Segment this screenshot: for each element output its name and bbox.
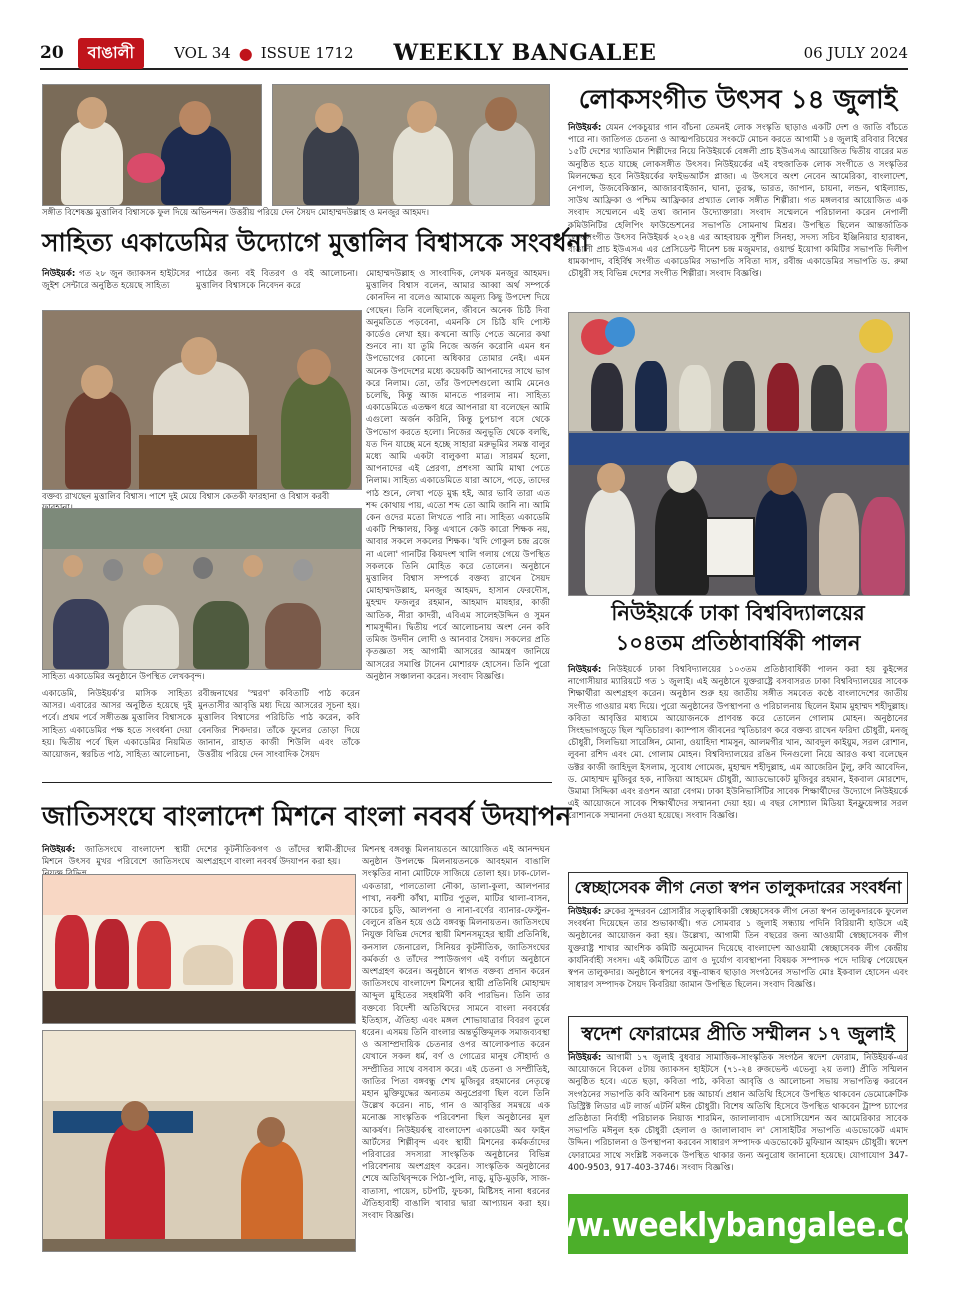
academy-headline: সাহিত্য একাডেমির উদ্যোগে মুত্তালিব বিশ্বাসকে সংবর্ধনা (42, 228, 589, 257)
folk-dateline: নিউইয়র্ক: (568, 123, 602, 133)
du-headline-line1: নিউইয়র্কে ঢাকা বিশ্ববিদ্যালয়ের (611, 601, 865, 625)
un-headline: জাতিসংঘে বাংলাদেশ মিশনে বাংলা নববর্ষ উদযাপন (42, 802, 572, 832)
folk-headline: লোকসংগীত উৎসব ১৪ জুলাই (578, 85, 898, 115)
un-col3: মিশনস্থ বঙ্গবন্ধু মিলনায়তনে আয়োজিত এই আনন্দঘন অনুষ্ঠান উপলক্ষে মিলনায়তনকে আবহমান বাঙালি সংস্কৃতির নানা মোটিফে সাজিয়ে তোলা হয়। ঢাক-ঢোল-একতারা, পালতোলা নৌকা, ডালা-কুলা, আলপনার পাখা, নকশী কাঁথা, মাটির পুতুল, মাটির থালা-বাসন, কাচের চুড়ি, আলপনা ও নানা-বর্ণের ব্যানার-ফেস্টুন-বেলুনে রঙিন হয়ে ওঠে বঙ্গবন্ধু মিলনায়তন। জাতিসংঘে নিযুক্ত বিভিন্ন দেশের স্থায়ী মিশনসমূহের স্থায়ী প্রতিনিধি, কনসাল জেনারেল, সিনিয়র কূটনীতিক, জাতিসংঘের কর্মকর্তা ও তাঁদের স্পাউজগণ এই বর্ণাঢ্য অনুষ্ঠানে অংশগ্রহণ করেন। অনুষ্ঠানে স্বাগত বক্তব্য প্রদান করেন জাতিসংঘে বাংলাদেশ মিশনের স্থায়ী প্রতিনিধি মোহাম্মদ আব্দুল মুহিতের সহধর্মিণী কবি পারভিন। তিনি তার বক্তব্যে বিদেশী অতিথিদের সামনে বাংলা নববর্ষের ইতিহাস, ঐতিহ্য এবং মঙ্গল শোভাযাত্রার বিবরণ তুলে ধরেন। এসময় তিনি বাংলার অন্তর্ভুক্তিমূলক সমাজব্যবস্থা ও অসাম্প্রদায়িক চেতনার ওপর আলোকপাত করেন যেখানে সকল ধর্ম, বর্ণ ও গোত্রের মানুষ সৌহার্দ্য ও সম্প্রীতির সাথে বসবাস করে। এই চেতনা ও সম্প্রীতিই, জাতির পিতা বঙ্গবন্ধু শেখ মুজিবুর রহমানের নেতৃত্বে মহান মুক্তিযুদ্ধের অন্যতম অনুপ্রেরণা ছিল বলে তিনি উল্লেখ করেন। নাচ, গান ও আবৃত্তির সমন্বয়ে এক মনোজ্ঞ সাংস্কৃতিক পরিবেশনা ছিল অনুষ্ঠানের মূল আকর্ষণ। নিউইয়র্কস্থ বাংলাদেশ একাডেমী অব ফাইন আর্টসের শিল্পীবৃন্দ এবং স্থায়ী মিশনের কর্মকর্তাদের পরিবারের সদস্যরা সাংস্কৃতিক অনুষ্ঠানের বিভিন্ন পরিবেশনায় অংশগ্রহণ করেন। সাংস্কৃতিক অনুষ্ঠানের শেষে অতিথিবৃন্দকে পিঠা-পুলি, নাড়ু, মুড়ি-মুড়কি, সাজ-বাতাসা, পায়েস, চটপটি, ফুচকা, মিষ্টিসহ নানা ধরনের ঐতিহ্যবাহী বাঙালি খাবার দ্বারা আপ্যায়ন করা হয়। সংবাদ বিজ্ঞপ্তি। (362, 845, 550, 1222)
issue-date: 06 JULY 2024 (803, 44, 908, 62)
folk-event-photo (568, 312, 910, 432)
newspaper-title: WEEKLY BANGALEE (393, 40, 657, 66)
top-photo-caption: সঙ্গীত বিশেষজ্ঞ মুত্তালিব বিশ্বাসকে ফুল দিয়ে অভিনন্দন। উত্তরীয় পরিয়ে দেন সৈয়দ মোহাম্মদউল্লাহ ও মনজুর আহমদ। (42, 208, 430, 218)
volunteer-dateline: নিউইয়র্ক: (568, 907, 602, 917)
folk-body-text: যেমন পেকচুয়ার গান বাঁচনা তেমনই লোক সংস্কৃতি ছাড়াও একটি দেশ ও জাতি বাঁচতে পারে না। জাতিগত চেতনা ও আত্মপরিচয়ের সংকটে মোচন করতে আগামী ১৪ জুলাই রবিবার বিশ্বের ১৫টি দেশের খ্যাতিমান শিল্পীদের নিয়ে নিউইয়র্কে বেঙ্গলী প্রাচ ইউএসএ আয়োজিত দ্বিতীয় বারের মত অনুষ্ঠিত হতে যাচ্ছে লোকসঙ্গীত উৎসব। নিউইয়র্কের এই বহুজাতিক লোক সংগীতে ও সংস্কৃতির মিলনক্ষেত্র হবে নিউইয়র্কের ফাইভআর্টস প্লাজা। এ উৎসবে অংশ নেবেন আমেরিকা, বাংলাদেশ, নেপাল, উজবেকিস্তান, আজারবাইজান, ঘানা, তুরস্ক, ভারত, জাপান, চায়না, লন্ডন, থাইল্যান্ড, সাউথ আফ্রিকা ও পশ্চিম আফ্রিকার প্রখ্যাত লোক সঙ্গীত শিল্পীরা। গত মঙ্গলবার আয়োজিত এক সংবাদ সম্মেলনে এই তথ্য জানান উদ্যোক্তারা। সংবাদ সম্মেলনে পরিচালনা করেন নেপালী কমিউনিটির হেলিপিং ফাউন্ডেশনের সভাপতি সোমনাথ মিশ্রর। উপস্থিত ছিলেন আন্তর্জাতিক লোকসংগীত উৎসব নিউইয়র্ক ২০২৪ এর আহবায়ক সুশীল সিনহা, সদস্য সচিব ইঞ্জিনিয়ার হারাধন, বাঙালী প্রাচ ইউএসএ এর প্রেসিডেন্ট দীনেশ চন্দ্র মজুমদার, ওয়ার্ল্ড ইয়োগা কমিটির সভাপতি দিলীপ ধামকাপাদ, বহির্বিশ্ব সংগীত একাডেমির সভাপতি সবিতা দাস, রবীন্দ্র একাডেমির সভাপতি ড. রুমা চৌধুরী সহ বিভিন্ন দেশের সংগীত শিল্পীরা। সংবাদ বিজ্ঞপ্তি। (568, 123, 908, 280)
academy-dateline: নিউইয়র্ক: (42, 269, 76, 279)
academy-col3: মোহাম্মদউল্লাহ ও সাংবাদিক, লেখক মনজুর আহমদ। মুত্তালিব বিশ্বাস বলেন, আমার আব্বা অর্থ সম্পর্কে কোনদিন না বলেও আমাকে অমূল্য কিছু উপদেশ দিয়ে গেছেন। তিনি বলেছিলেন, জীবনে অনেক চিঠি দিবা অনুমতিতে পড়বেনা, এমনকি সে চিঠি যদি পোস্ট কার্ডেও লেখা হয়। কখনো আড়ি পেতে অন্যের কথা শুনবে না। যা তুমি নিজে অর্জন করোনি এমন ধন উপভোগের কোনো অধিকার তোমার নেই। এমন অনেক উপদেশের মধ্যে কয়েকটি আপনাদের সাথে ভাগ করে নিলাম। তো, তাঁর উপদেশগুলো আমি মেনেও চলেছি, কিন্তু আজ মানতে পারলাম না। সাহিত্য একাডেমিতে এতক্ষণ ধরে আপনারা যা বলেছেন আমি এগুলো অর্জন করিনি, কিন্তু চুপচাপ বসে থেকে উপভোগ করতে হলো। নিজের অনুভূতি থেকে বলছি, যত দিন যাচ্ছে মনে হচ্ছে সাহারা মরুভূমির সমস্ত বালুর মধ্যে আমি একটা বালুকণা মাত্র। সারমর্ম হলো, আপনাদের এই প্রেরণা, প্রশংসা আমি মাথা পেতে নিলাম। সাহিত্য একাডেমিতে যারা আসে, পড়ে, তাদের পাঠ শুনে, লেখা পড়ে মুগ্ধ হই, আর ভাবি তারা এত শব্দ কোথায় পায়, এতো শব্দ তো আমি জানি না। আমি কেন ওদের মতো লিখতে পারি না। সাহিত্য একাডেমি একটি শিক্ষালয়, কিন্তু এখানে কেউ কারো শিক্ষক নয়, আবার সকলে সকলের শিক্ষক। 'যদি গোকুল চন্দ্র ব্রজে না এলো' গানটির কিয়দংশ খালি গলায় গেয়ে উপস্থিত সকলকে তিনি মোহিত করে তোলেন। অনুষ্ঠানে মুত্তালিব বিশ্বাস সম্পর্কে বক্তব্য রাখেন সৈয়দ মোহাম্মদউল্লাহ, মনজুর আহমদ, হাসান ফেরদৌস, মুহম্মদ ফজলুর রহমান, আহমাদ মাযহার, কাজী আতিক, নীরা কাদরী, এবিএম সালেহউদ্দিন ও সুমন শামসুদ্দীন। দ্বিতীয় পর্বে আলোচনায় অংশ নেন কবি তমিজ উদদীন লোদী ও আনবার সৈয়দ। সকলের প্রতি কৃতজ্ঞতা সহ আগামী আসরের আমন্ত্রণ জানিয়ে আসরের সমাপ্তি টানেন মোশারফ হোসেন। তিনি পুরো অনুষ্ঠান সঞ্চালনা করেন। সংবাদ বিজ্ঞপ্তি। (366, 269, 550, 682)
volume-label: VOL 34 (174, 44, 231, 62)
un-col1-text: জাতিসংঘে বাংলাদেশ স্থায়ী মিশনে উৎসব মুখর পরিবেশে জাতিসংঘে (42, 845, 191, 868)
academy-col1-text: গত ২৮ জুন জ্যাকসন হাইটসের জুইশ সেন্টারে অনুষ্ঠিত হয়েছে সাহিত্য (42, 269, 191, 292)
page-number: 20 (40, 43, 64, 63)
newspaper-logo: বাঙালী (78, 38, 144, 69)
award-photo-right (272, 84, 550, 206)
academy-lower-col2: রবীন্দ্রনাথের 'স্মরণ' কবিতাটি পাঠ করেন মুনতাসীর আবৃত্তি মধ্য দিয়ে আসরের সূচনা হয়। মুত্তালিব বিশ্বাসের পরিচিতি পাঠ করেন, কবি বেনজির শিকদার। তাঁকে ফুলের তোড়া দিয়ে জানান, রাহাত কাজী শিউলি এবং তাঁকে উত্তরীয় পরিয়ে দেন সাংবাদিক সৈয়দ (198, 689, 360, 761)
du-body (568, 664, 908, 864)
bullet-separator: ● (238, 43, 253, 63)
academy-lower-col1: একাডেমি, নিউইয়র্ক'র মাসিক সাহিত্য আসর। এবারের আসর অনুষ্ঠিত হয়েছে দুই পর্বে। প্রথম পর্বে সঙ্গীতজ্ঞ মুত্তালিব বিশ্বাসকে সাহিত্য একাডেমির পক্ষ হতে সংবর্ধনা দেয়া হয়। দ্বিতীয় পর্বে ছিল একাডেমির নিয়মিত আয়োজন, স্বরচিত পাঠ, সাহিত্য আলোচনা, (42, 689, 192, 761)
du-headline-line2: ১০৪তম প্রতিষ্ঠাবার্ষিকী পালন (615, 631, 861, 655)
academy-intro-col1 (42, 268, 190, 306)
un-intro-col2: দেশের কূটনীতিকগণ ও তাঁদের স্বামী-স্ত্রীদের অংশগ্রহণে বাংলা নববর্ষ উদযাপন করা হয়। (196, 845, 356, 868)
du-dateline: নিউইয়র্ক: (568, 665, 602, 675)
audience-photo (42, 508, 362, 670)
un-singers-photo (42, 874, 356, 1024)
du-ceremony-photo (568, 432, 910, 596)
section-divider (42, 782, 552, 783)
un-dateline: নিউইয়র্ক: (42, 845, 76, 855)
forum-body-text: আগামী ১৭ জুলাই বুধবার সামাজিক-সাংস্কৃতিক সংগঠন স্বদেশ ফোরাম, নিউইয়র্ক-এর আয়োজনে বিকেল ৫টায় জ্যাকসন হাইটসে (৭১-২৪ রুজভেল্ট এভেন্যু ২য় তলা) প্রীতি সম্মিলন অনুষ্ঠিত হবে। এতে ছড়া, কবিতা পাঠ, কবিতা আবৃত্তি ও আলোচনা সভায় সভাপতিত্ব করবেন সংগঠনের সভাপতি কবি অবিনাশ চন্দ্র আচার্য। প্রধান অতিথি হিসেবে উপস্থিত থাকবেন ডেমোক্রেটিক ডিস্ট্রিক্ট লিডার এট লার্জ এটর্নি মঈন চৌধুরী। বিশেষ অতিথি হিসেবে উপস্থিত থাকবেন ট্রাম্প চ্যাপের প্রতিষ্ঠাতা নির্বাহী পরিচালক নিয়াজ শারমিন, জালালাবাদ এসোসিয়েশন অব আমেরিকার সাবেক সভাপতি মঈনুল হক চৌধুরী হেলাল ও জালালাবাদ ল' সোসাইটির সভাপতি এডভোকেট এমাদ উদ্দিন। পরিচালনা ও উপস্থাপনা করবেন সাধারণ সম্পাদক এডভোকেট মুফিয়ান আহমদ চৌধুরী। স্বদেশ ফোরামের সাথে সংশ্লিষ্ট সকলকে উপস্থিত থাকার জন্য অনুরোধ জানানো হয়েছে। যোগাযোগ 347-400-9503, 917-403-3746। সংবাদ বিজ্ঞপ্তি। (568, 1053, 908, 1173)
academy-col2-text: পাঠের জন্য বই বিতরণ ও বই আলোচনা। মুত্তালিব বিশ্বাসকে নিবেদন করে (196, 269, 358, 292)
website-banner[interactable]: www.weeklybangalee.com (568, 1194, 908, 1254)
du-body-text: নিউইয়র্কে ঢাকা বিশ্ববিদ্যালয়ের ১০৩তম প্রতিষ্ঠাবার্ষিকী পালন করা হয় কুইন্সের নাগোসীয়ার ম্যারিয়টে গত ১ জুলাই। এই অনুষ্ঠানে যুক্তরাষ্ট্রে বসবাসরত ঢাকা বিশ্ববিদ্যালয়ের সাবেক শিক্ষার্থীরা অংশগ্রহণ করেন। অনুষ্ঠান শুরু হয় জাতীয় সঙ্গীত সমবেত কণ্ঠে বাংলাদেশের জাতীয় সংগীত গাওয়ার মধ্য দিয়ে। পুরো অনুষ্ঠানের উপস্থাপনা ও পরিচালনায় ছিলেন ইমাম মুহাম্মদ শহীদুল্লাহ। কবিতা আবৃত্তির মাধ্যমে আয়োজনকে প্রাণবন্ত করে তোলেন গোলাম মোহন। অনুষ্ঠানের সিংহভাগজুড়ে ছিল স্মৃতিচারণ। ক্যাম্পাস জীবনের স্মৃতিচারণ করে বক্তব্য রাখেন ফরিদা চৌধুরী, মনজু চৌধুরী, সিলভিয়া সারেঙ্গিন, মোনা, ওয়াহিদা শামসুন, আলমগীর খান, আবদুল কাইয়ুম, সরল রোশান, লুবনা রশিদ এবং মো. গোলাম মোহন। বিশ্ববিদ্যালয়ের রঙিন দিনগুলো নিয়ে আরও কথা বলেছেন ডক্টর কাজী জাহিদুল ইসলাম, সুবোধ গোমেজ, মুহাম্মদ শহীদুল্লাহ, এম আজেরিন টুলু, রুবি আবেদিন, ড. মোহাম্মদ মুজিবুর হক, নাজিয়া আহমেদ চৌধুরী, অ্যাডভোকেট মুজিবুর রহমান, ইকবাল মোরশেদ, উমামা সিদ্দিকা এবং রওশন আরা বেগম। ঢাকা ইউনিভার্সিটির সাবেক শিক্ষার্থীদের উদ্যোগে নিউইয়র্কে এই আয়োজনে সাবেক শিক্ষার্থীদের সম্মাননা দেয়া হয়। এ বছর সোশ্যাল মিডিয়া ইনফ্লুয়েন্সার সরল রোশানকে সম্মাননা দেওয়া হয়েছে। সংবাদ বিজ্ঞপ্তি। (568, 665, 908, 822)
issue-label: ISSUE 1712 (260, 44, 354, 62)
audience-photo-caption: সাহিত্য একাডেমির অনুষ্ঠানে উপস্থিত লেখকবৃন্দ। (42, 672, 205, 682)
folk-body (568, 122, 908, 310)
award-photo-left (42, 84, 262, 206)
volunteer-headline: স্বেচ্ছাসেবক লীগ নেতা স্বপন তালুকদারের সংবর্ধনা (574, 878, 902, 897)
un-dancers-photo (42, 1030, 356, 1252)
forum-dateline: নিউইয়র্ক: (568, 1053, 602, 1063)
forum-headline: স্বদেশ ফোরামের প্রীতি সম্মীলন ১৭ জুলাই (581, 1023, 895, 1045)
speaker-photo (42, 310, 362, 490)
speaker-photo-caption: বক্তব্য রাখছেন মুত্তালিব বিশ্বাস। পাশে দুই মেয়ে বিশ্বাস কেতকী ফারহানা ও বিশ্বাস করবী (42, 492, 330, 502)
volunteer-body-text: ব্রুকের সুন্দরবন গ্রোসারীর সত্ত্বাধিকারী স্বেচ্ছাসেবক লীগ নেতা স্বপন তালুকদারকে ফুলেল সংবর্ধনা দিয়েছেন তার শুভাকাঙ্খী। গত সোমবার ১ জুলাই সন্ধ্যায় পদিনি বিরিয়ানী হাউসে এই অনুষ্ঠানের আয়োজন করা হয়। উল্লেখ্য, আগামী তিন বছরের জন্য আওয়ামী স্বেচ্ছাসেবক লীগ যুক্তরাষ্ট্র শাখার আংশিক কমিটি অনুমোদন দিয়েছে বাংলাদেশ আওয়ামী স্বেচ্ছাসেবক লীগ কেন্দ্রীয় কার্যনির্বাহী সংসদ। এই কমিটিতে ত্রাণ ও দুর্যোগ ব্যবস্থাপনা বিষয়ক সম্পাদক পদে দায়িত্ব পেয়েছেন স্বপন তালুকদার। অনুষ্ঠানে স্বপনের বন্ধু-বান্ধব ছাড়াও সংগঠনের সভাপতি মোঃ ইকবাল হোসেন এবং সাধারণ সম্পাদক সৈয়দ কিবরিয়া জামান উপস্থিত ছিলেন। সংবাদ বিজ্ঞপ্তি। (568, 907, 909, 991)
un-intro-col1 (42, 844, 190, 870)
volunteer-body (568, 906, 908, 1012)
academy-intro-col2 (196, 268, 358, 306)
forum-body (568, 1052, 908, 1184)
masthead (40, 38, 908, 70)
